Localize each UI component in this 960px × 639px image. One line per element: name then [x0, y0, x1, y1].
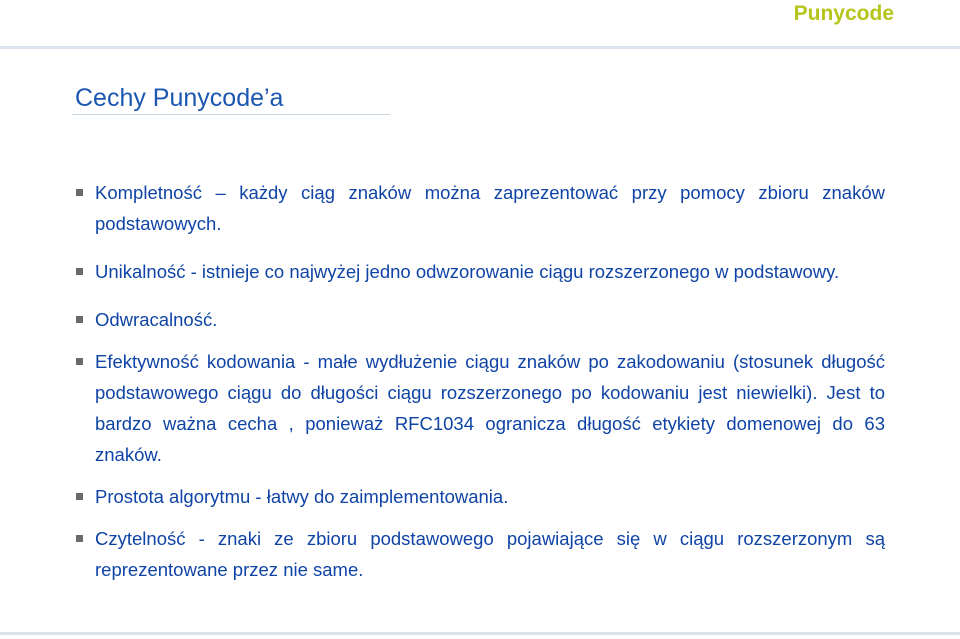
- bullet-text: Odwracalność.: [95, 309, 218, 330]
- bullet-item-completeness: [95, 177, 885, 239]
- top-divider: [0, 46, 960, 49]
- square-bullet-icon: [76, 189, 83, 196]
- bullet-item-readability: [95, 523, 885, 585]
- square-bullet-icon: [76, 493, 83, 500]
- bullet-text: Prostota algorytmu - łatwy do zaimplementowania.: [95, 486, 509, 507]
- square-bullet-icon: [76, 535, 83, 542]
- bullet-item-simplicity: [95, 481, 885, 512]
- bullet-list: [95, 177, 885, 585]
- bullet-text: Efektywność kodowania - małe wydłużenie ciągu znaków po zakodowaniu (stosunek długość podstawowego ciągu do długości ciągu rozszerzonego po kodowaniu jest niewielki). Jest to bardzo ważna cecha , ponieważ RFC1034 ogranicza długość etykiety domenowej do 63 znaków.: [95, 351, 885, 465]
- square-bullet-icon: [76, 316, 83, 323]
- title-underline: [72, 114, 390, 115]
- square-bullet-icon: [76, 268, 83, 275]
- bullet-text: Kompletność – każdy ciąg znaków można zaprezentować przy pomocy zbioru znaków podstawowych.: [95, 182, 885, 234]
- bullet-item-reversibility: [95, 304, 885, 335]
- slide-title: Cechy Punycode’a: [75, 84, 284, 112]
- header-brand: Punycode: [793, 2, 894, 25]
- square-bullet-icon: [76, 358, 83, 365]
- bullet-item-efficiency: [95, 346, 885, 470]
- bullet-text: Unikalność - istnieje co najwyżej jedno odwzorowanie ciągu rozszerzonego w podstawowy.: [95, 261, 840, 282]
- bullet-text: Czytelność - znaki ze zbioru podstawowego pojawiające się w ciągu rozszerzonym są reprezentowane przez nie same.: [95, 528, 885, 580]
- bottom-divider: [0, 632, 960, 635]
- bullet-item-uniqueness: [95, 256, 885, 287]
